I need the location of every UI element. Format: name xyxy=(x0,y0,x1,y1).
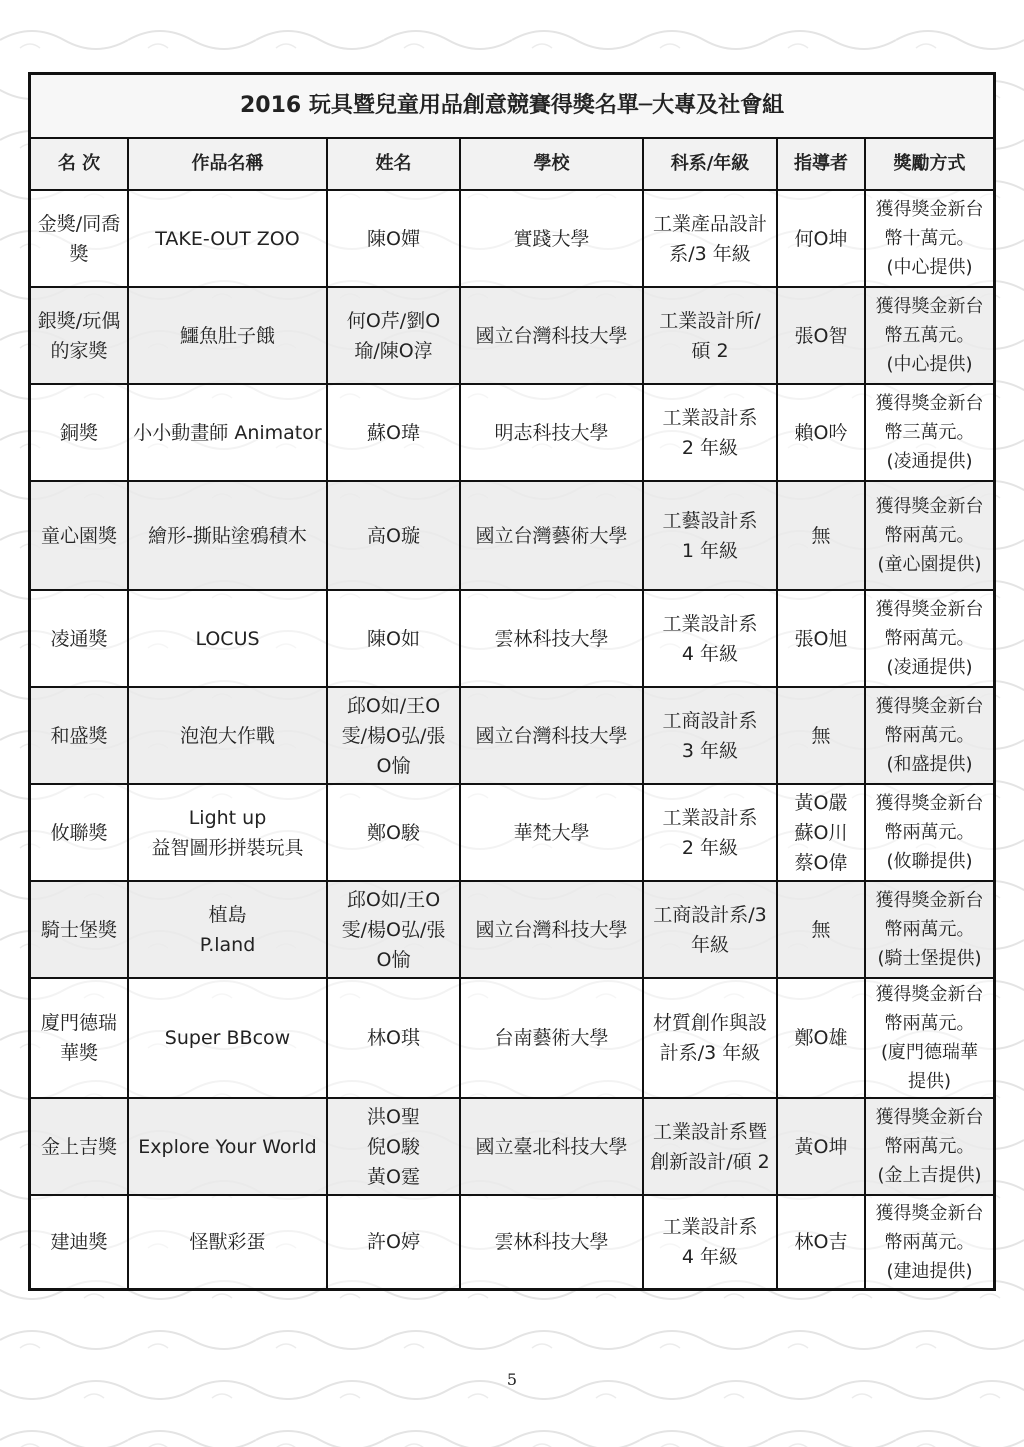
cell-rank: 凌通獎 xyxy=(31,590,128,687)
cell-prize-line: 幣兩萬元。 xyxy=(884,1013,975,1034)
cell-prize-line: (童心園提供) xyxy=(877,554,982,575)
header-dept: 科系/年級 xyxy=(643,138,777,190)
cell-prize-line: (攸聯提供) xyxy=(886,851,973,872)
cell-advisor-line: 無 xyxy=(811,524,831,547)
cell-name xyxy=(327,287,460,384)
cell-name-line: 雯/楊O弘/張 xyxy=(341,724,446,747)
cell-school: 國立臺北科技大學 xyxy=(460,1098,643,1195)
table-row xyxy=(31,190,993,287)
cell-prize-line: (騎士堡提供) xyxy=(877,948,982,969)
cell-work xyxy=(128,881,327,978)
cell-prize-line: (中心提供) xyxy=(886,354,973,375)
cell-rank: 金獎/同喬獎 xyxy=(31,190,128,287)
cell-prize-line: 幣兩萬元。 xyxy=(884,822,975,843)
cell-dept-line: 碩 2 xyxy=(691,339,729,362)
header-rank: 名 次 xyxy=(31,138,128,190)
cell-prize-line: (金上吉提供) xyxy=(877,1165,982,1186)
cell-prize xyxy=(865,978,993,1098)
cell-dept-line: 工業設計系暨 xyxy=(652,1120,767,1143)
cell-prize-line: 幣兩萬元。 xyxy=(884,919,975,940)
cell-prize-line: 獲得獎金新台 xyxy=(875,393,984,414)
cell-prize-line: 獲得獎金新台 xyxy=(875,296,984,317)
cell-dept xyxy=(643,190,777,287)
cell-name-line: 陳O如 xyxy=(367,627,420,650)
cell-prize-line: 獲得獎金新台 xyxy=(875,199,984,220)
cell-dept xyxy=(643,384,777,481)
cell-dept-line: 計系/3 年級 xyxy=(659,1042,761,1064)
cell-prize-line: 獲得獎金新台 xyxy=(875,890,984,911)
cell-advisor-line: 張O旭 xyxy=(794,627,848,650)
cell-work-line: 小小動畫師 Animator xyxy=(133,421,322,444)
cell-work-line: 植島 xyxy=(208,903,247,926)
cell-dept-line: 工藝設計系 xyxy=(662,509,758,532)
cell-name xyxy=(327,1098,460,1195)
cell-name xyxy=(327,978,460,1098)
cell-dept-line: 2 年級 xyxy=(681,836,739,859)
cell-prize-line: 獲得獎金新台 xyxy=(875,1107,984,1128)
cell-dept-line: 工商設計系/3 xyxy=(653,903,767,926)
cell-prize xyxy=(865,881,993,978)
cell-advisor xyxy=(777,190,865,287)
cell-work-line: 繪形-撕貼塗鴉積木 xyxy=(148,524,307,547)
cell-dept xyxy=(643,481,777,590)
cell-advisor-line: 無 xyxy=(811,724,831,747)
table-row xyxy=(31,784,993,881)
cell-advisor-line: 黃O坤 xyxy=(794,1135,848,1158)
cell-work xyxy=(128,784,327,881)
cell-work-line: LOCUS xyxy=(195,627,260,650)
cell-prize xyxy=(865,190,993,287)
cell-dept-line: 工商設計系 xyxy=(662,709,758,732)
awards-table xyxy=(31,75,993,1288)
cell-prize-line: (中心提供) xyxy=(886,257,973,278)
cell-dept xyxy=(643,784,777,881)
cell-dept-line: 創新設計/碩 2 xyxy=(650,1150,770,1173)
cell-dept xyxy=(643,687,777,784)
cell-prize-line: 幣兩萬元。 xyxy=(884,1231,975,1253)
cell-rank: 金上吉獎 xyxy=(31,1098,128,1195)
cell-dept-line: 工業設計系 xyxy=(662,406,758,429)
cell-work xyxy=(128,687,327,784)
cell-name xyxy=(327,190,460,287)
cell-name-line: 許O婷 xyxy=(367,1231,420,1253)
cell-school: 國立台灣科技大學 xyxy=(460,881,643,978)
cell-prize-line: 幣十萬元。 xyxy=(884,228,975,249)
cell-name xyxy=(327,687,460,784)
cell-rank: 和盛獎 xyxy=(31,687,128,784)
cell-name-line: 黃O霆 xyxy=(367,1165,420,1188)
cell-prize-line: (廈門德瑞華 xyxy=(881,1042,979,1063)
cell-work xyxy=(128,1098,327,1195)
cell-name-line: 雯/楊O弘/張 xyxy=(341,918,446,941)
cell-name-line: 蘇O瑋 xyxy=(367,421,420,444)
cell-dept-line: 3 年級 xyxy=(681,739,739,762)
cell-rank: 銅獎 xyxy=(31,384,128,481)
cell-name-line: 林O琪 xyxy=(367,1027,420,1049)
cell-dept-line: 系/3 年級 xyxy=(669,242,751,265)
cell-prize-line: 獲得獎金新台 xyxy=(875,984,984,1005)
cell-prize-line: (凌通提供) xyxy=(886,657,973,678)
cell-prize-line: 獲得獎金新台 xyxy=(875,599,984,620)
cell-prize-line: 獲得獎金新台 xyxy=(875,1202,984,1224)
cell-advisor xyxy=(777,384,865,481)
cell-advisor-line: 鄭O雄 xyxy=(794,1027,848,1049)
cell-school: 國立台灣藝術大學 xyxy=(460,481,643,590)
cell-dept xyxy=(643,978,777,1098)
cell-name-line: 邱O如/王O xyxy=(346,888,441,911)
cell-name xyxy=(327,590,460,687)
cell-school: 華梵大學 xyxy=(460,784,643,881)
page-number: 5 xyxy=(506,1370,518,1389)
cell-prize xyxy=(865,1098,993,1195)
cell-advisor xyxy=(777,481,865,590)
cell-name xyxy=(327,1195,460,1288)
cell-work-line: Super BBcow xyxy=(164,1027,291,1049)
table-row xyxy=(31,978,993,1098)
cell-name-line: 高O璇 xyxy=(367,524,420,547)
cell-prize xyxy=(865,481,993,590)
cell-advisor-line: 林O吉 xyxy=(794,1231,848,1253)
cell-prize-line: 幣兩萬元。 xyxy=(884,525,975,546)
cell-school: 國立台灣科技大學 xyxy=(460,687,643,784)
table-row xyxy=(31,481,993,590)
cell-name-line: O愉 xyxy=(376,948,411,971)
cell-dept-line: 年級 xyxy=(690,933,729,956)
header-school: 學校 xyxy=(460,138,643,190)
cell-advisor-line: 何O坤 xyxy=(794,227,848,250)
cell-name-line: 陳O嬋 xyxy=(367,227,420,250)
header-prize: 獎勵方式 xyxy=(865,138,993,190)
awards-sheet xyxy=(28,72,996,1291)
cell-name xyxy=(327,481,460,590)
table-row xyxy=(31,384,993,481)
cell-dept xyxy=(643,287,777,384)
cell-advisor xyxy=(777,881,865,978)
cell-work-line: 泡泡大作戰 xyxy=(179,724,275,747)
cell-name-line: 邱O如/王O xyxy=(346,694,441,717)
cell-work-line: Light up xyxy=(188,806,267,829)
cell-work-line: Explore Your World xyxy=(138,1135,317,1158)
cell-dept-line: 工業設計所/ xyxy=(659,309,761,332)
cell-dept xyxy=(643,590,777,687)
cell-name xyxy=(327,881,460,978)
cell-prize xyxy=(865,687,993,784)
cell-prize-line: 獲得獎金新台 xyxy=(875,793,984,814)
header-work: 作品名稱 xyxy=(128,138,327,190)
cell-rank: 銀獎/玩偶的家獎 xyxy=(31,287,128,384)
cell-dept-line: 工業產品設計 xyxy=(652,212,767,235)
cell-dept-line: 工業設計系 xyxy=(662,806,758,829)
cell-prize-line: 幣兩萬元。 xyxy=(884,628,975,649)
cell-advisor xyxy=(777,590,865,687)
cell-school: 雲林科技大學 xyxy=(460,1195,643,1288)
cell-work-line: 鱷魚肚子餓 xyxy=(179,324,275,347)
cell-work-line: TAKE-OUT ZOO xyxy=(155,227,300,250)
cell-work-line: P.land xyxy=(199,933,256,956)
cell-advisor-line: 蘇O川 xyxy=(794,821,848,844)
cell-prize-line: 幣三萬元。 xyxy=(884,422,975,443)
cell-prize xyxy=(865,384,993,481)
cell-advisor-line: 無 xyxy=(811,918,831,941)
cell-advisor xyxy=(777,784,865,881)
cell-prize-line: (凌通提供) xyxy=(886,451,973,472)
table-row xyxy=(31,1098,993,1195)
cell-prize-line: 幣五萬元。 xyxy=(884,325,975,346)
cell-school: 台南藝術大學 xyxy=(460,978,643,1098)
cell-work xyxy=(128,190,327,287)
cell-school: 明志科技大學 xyxy=(460,384,643,481)
cell-prize-line: (和盛提供) xyxy=(886,754,973,775)
cell-advisor xyxy=(777,687,865,784)
cell-rank: 建迪獎 xyxy=(31,1195,128,1288)
cell-dept-line: 1 年級 xyxy=(681,539,739,562)
cell-work xyxy=(128,978,327,1098)
cell-work-line: 怪獸彩蛋 xyxy=(189,1231,266,1253)
cell-name xyxy=(327,784,460,881)
cell-advisor-line: 賴O吟 xyxy=(794,421,848,444)
cell-prize-line: (建迪提供) xyxy=(886,1260,973,1282)
table-row xyxy=(31,287,993,384)
cell-prize-line: 幣兩萬元。 xyxy=(884,1136,975,1157)
cell-name xyxy=(327,384,460,481)
header-advisor: 指導者 xyxy=(777,138,865,190)
cell-dept xyxy=(643,1098,777,1195)
table-row xyxy=(31,590,993,687)
cell-school: 國立台灣科技大學 xyxy=(460,287,643,384)
cell-rank: 騎士堡獎 xyxy=(31,881,128,978)
cell-rank: 攸聯獎 xyxy=(31,784,128,881)
cell-dept xyxy=(643,881,777,978)
cell-school: 雲林科技大學 xyxy=(460,590,643,687)
cell-name-line: 鄭O駿 xyxy=(367,821,420,844)
cell-advisor-line: 蔡O偉 xyxy=(794,851,848,874)
cell-dept xyxy=(643,1195,777,1288)
cell-work xyxy=(128,481,327,590)
cell-name-line: 瑜/陳O淳 xyxy=(354,339,433,362)
cell-prize-line: 獲得獎金新台 xyxy=(875,696,984,717)
cell-work xyxy=(128,384,327,481)
cell-dept-line: 工業設計系 xyxy=(662,1216,758,1238)
cell-work xyxy=(128,287,327,384)
table-title: 2016 玩具暨兒童用品創意競賽得獎名單─大專及社會組 xyxy=(31,75,993,138)
cell-advisor-line: 黃O嚴 xyxy=(794,791,848,814)
table-row xyxy=(31,881,993,978)
cell-school: 實踐大學 xyxy=(460,190,643,287)
cell-name-line: O愉 xyxy=(376,754,411,777)
cell-prize xyxy=(865,1195,993,1288)
cell-name-line: 洪O聖 xyxy=(367,1105,420,1128)
cell-prize-line: 獲得獎金新台 xyxy=(875,496,984,517)
cell-advisor xyxy=(777,978,865,1098)
header-row xyxy=(31,138,993,190)
header-name: 姓名 xyxy=(327,138,460,190)
cell-prize xyxy=(865,784,993,881)
cell-work xyxy=(128,590,327,687)
cell-advisor xyxy=(777,287,865,384)
cell-work-line: 益智圖形拼裝玩具 xyxy=(151,836,304,859)
cell-name-line: 何O芹/劉O xyxy=(346,309,441,332)
cell-dept-line: 4 年級 xyxy=(681,1246,739,1268)
cell-dept-line: 4 年級 xyxy=(681,642,739,665)
cell-dept-line: 材質創作與設 xyxy=(652,1012,767,1034)
cell-dept-line: 2 年級 xyxy=(681,436,739,459)
cell-dept-line: 工業設計系 xyxy=(662,612,758,635)
cell-prize xyxy=(865,287,993,384)
cell-advisor-line: 張O智 xyxy=(794,324,848,347)
cell-rank: 廈門德瑞華獎 xyxy=(31,978,128,1098)
table-row xyxy=(31,687,993,784)
table-row xyxy=(31,1195,993,1288)
cell-prize-line: 提供) xyxy=(908,1071,952,1092)
cell-advisor xyxy=(777,1098,865,1195)
cell-prize-line: 幣兩萬元。 xyxy=(884,725,975,746)
cell-work xyxy=(128,1195,327,1288)
cell-rank: 童心園獎 xyxy=(31,481,128,590)
cell-prize xyxy=(865,590,993,687)
cell-name-line: 倪O駿 xyxy=(367,1135,420,1158)
cell-advisor xyxy=(777,1195,865,1288)
